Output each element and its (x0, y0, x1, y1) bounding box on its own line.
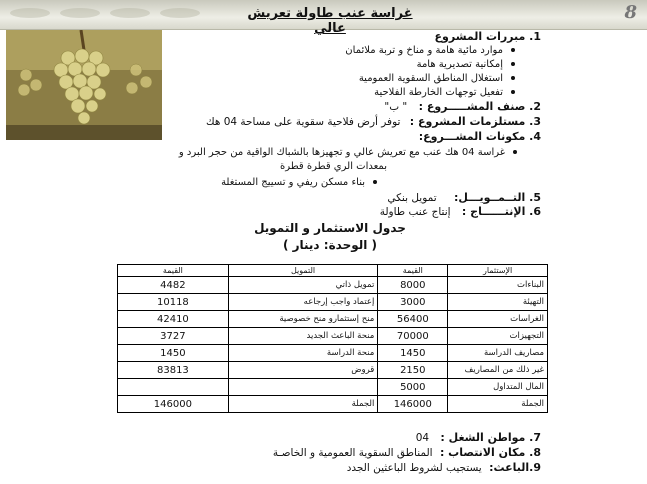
table-cell: 146000 (118, 396, 229, 413)
page-number: 8 (624, 2, 637, 23)
table-cell: منح إستثمارو منح خصوصية (228, 311, 378, 328)
section-1-item: موارد مائية هامة و مناخ و تربة ملائمان (345, 44, 515, 57)
section-6-line (380, 205, 541, 219)
section-8-heading: 8. مكان الانتصاب : (439, 446, 541, 459)
table-row (118, 379, 548, 396)
table-total-row (118, 396, 548, 413)
page-title: غراسة عنب طاولة تعريش عالي (247, 6, 413, 36)
column-header: القيمة (378, 265, 448, 277)
section-7-line (416, 431, 541, 445)
section-1-heading: 1. مبررات المشروع (434, 30, 541, 43)
table-cell: التجهيزات (448, 328, 548, 345)
section-9-value: يستجيب لشروط الباعثين الجدد (346, 462, 482, 474)
column-header: القيمة (118, 265, 229, 277)
table-cell: الجملة (448, 396, 548, 413)
grapes-image (6, 30, 162, 140)
table-cell: الغراسات (448, 311, 548, 328)
table-cell: 10118 (118, 294, 229, 311)
table-row (118, 294, 548, 311)
table-cell: 2150 (378, 362, 448, 379)
section-9-heading: 9.الباعث: (489, 461, 541, 474)
table-cell: المال المتداول (448, 379, 548, 396)
table-cell: 56400 (378, 311, 448, 328)
header-decoration (0, 0, 230, 30)
table-cell: 3000 (378, 294, 448, 311)
section-5-heading: 5. التــمــويـــل: (454, 191, 541, 204)
section-7-heading: 7. مواطن الشغل : (440, 431, 541, 444)
table-cell: 1450 (118, 345, 229, 362)
table-row (118, 277, 548, 294)
table-cell: 70000 (378, 328, 448, 345)
section-4-item: غراسة 04 هك عنب مع تعريش عالي و تجهيزها بالشباك الواقية من حجر البرد و (179, 146, 517, 159)
section-1-item: تفعيل توجهات الخارطة الفلاحية (374, 86, 515, 99)
section-5-value: تمويل بنكي (387, 192, 437, 204)
section-4-heading: 4. مكونات المشـــروع: (418, 130, 541, 143)
section-1-item: إمكانية تصديرية هامة (417, 58, 515, 71)
table-cell: 146000 (378, 396, 448, 413)
table-cell: غير ذلك من المصاريف (448, 362, 548, 379)
investment-table (117, 264, 548, 413)
table-title: جدول الاستثمار و التمويل (254, 221, 406, 235)
table-row (118, 328, 548, 345)
table-row (118, 362, 548, 379)
table-cell: 5000 (378, 379, 448, 396)
section-3-line (206, 115, 541, 129)
table-cell (118, 379, 229, 396)
table-cell: 3727 (118, 328, 229, 345)
section-7-value: 04 (415, 432, 430, 444)
section-6-heading: 6. الإنتــــــاج : (461, 205, 541, 218)
table-cell: منحة الباعث الجديد (228, 328, 378, 345)
section-1-item: استغلال المناطق السقوية العمومية (359, 72, 515, 85)
table-header-row (118, 265, 548, 277)
section-3-value: توفر أرض فلاحية سقوية على مساحة 04 هك (205, 116, 401, 128)
section-2-value: " ب" (384, 101, 408, 113)
section-2-line (384, 100, 541, 114)
table-cell: 42410 (118, 311, 229, 328)
table-cell (228, 379, 378, 396)
table-cell: مصاريف الدراسة (448, 345, 548, 362)
section-9-line (347, 461, 541, 475)
table-unit: ( الوحدة: دينار ) (282, 238, 378, 252)
table-cell: تمويل ذاتي (228, 277, 378, 294)
table-cell: قروض (228, 362, 378, 379)
table-cell: إعتماد واجب إرجاعه (228, 294, 378, 311)
section-2-heading: 2. صنف المشـــــروع : (418, 100, 541, 113)
section-4-item: بناء مسكن ريفي و تسييج المستغلة (221, 176, 377, 189)
table-cell: 83813 (118, 362, 229, 379)
section-5-line (387, 191, 541, 205)
section-8-value: المناطق السقوية العمومية و الخاصـة (272, 447, 433, 459)
table-cell: منحة الدراسة (228, 345, 378, 362)
table-cell: 4482 (118, 277, 229, 294)
table-cell: البناءات (448, 277, 548, 294)
table-cell: الجملة (228, 396, 378, 413)
section-4-item-continuation: بمعدات الري قطرة قطرة (279, 161, 387, 172)
column-header: التمويل (228, 265, 378, 277)
table-row (118, 311, 548, 328)
table-cell: 8000 (378, 277, 448, 294)
table-cell: 1450 (378, 345, 448, 362)
section-3-heading: 3. مستلزمات المشروع : (409, 115, 541, 128)
column-header: الإستثمار (448, 265, 548, 277)
table-row (118, 345, 548, 362)
table-cell: التهيئة (448, 294, 548, 311)
section-6-value: إنتاج عنب طاولة (379, 206, 451, 218)
section-8-line (273, 446, 541, 460)
